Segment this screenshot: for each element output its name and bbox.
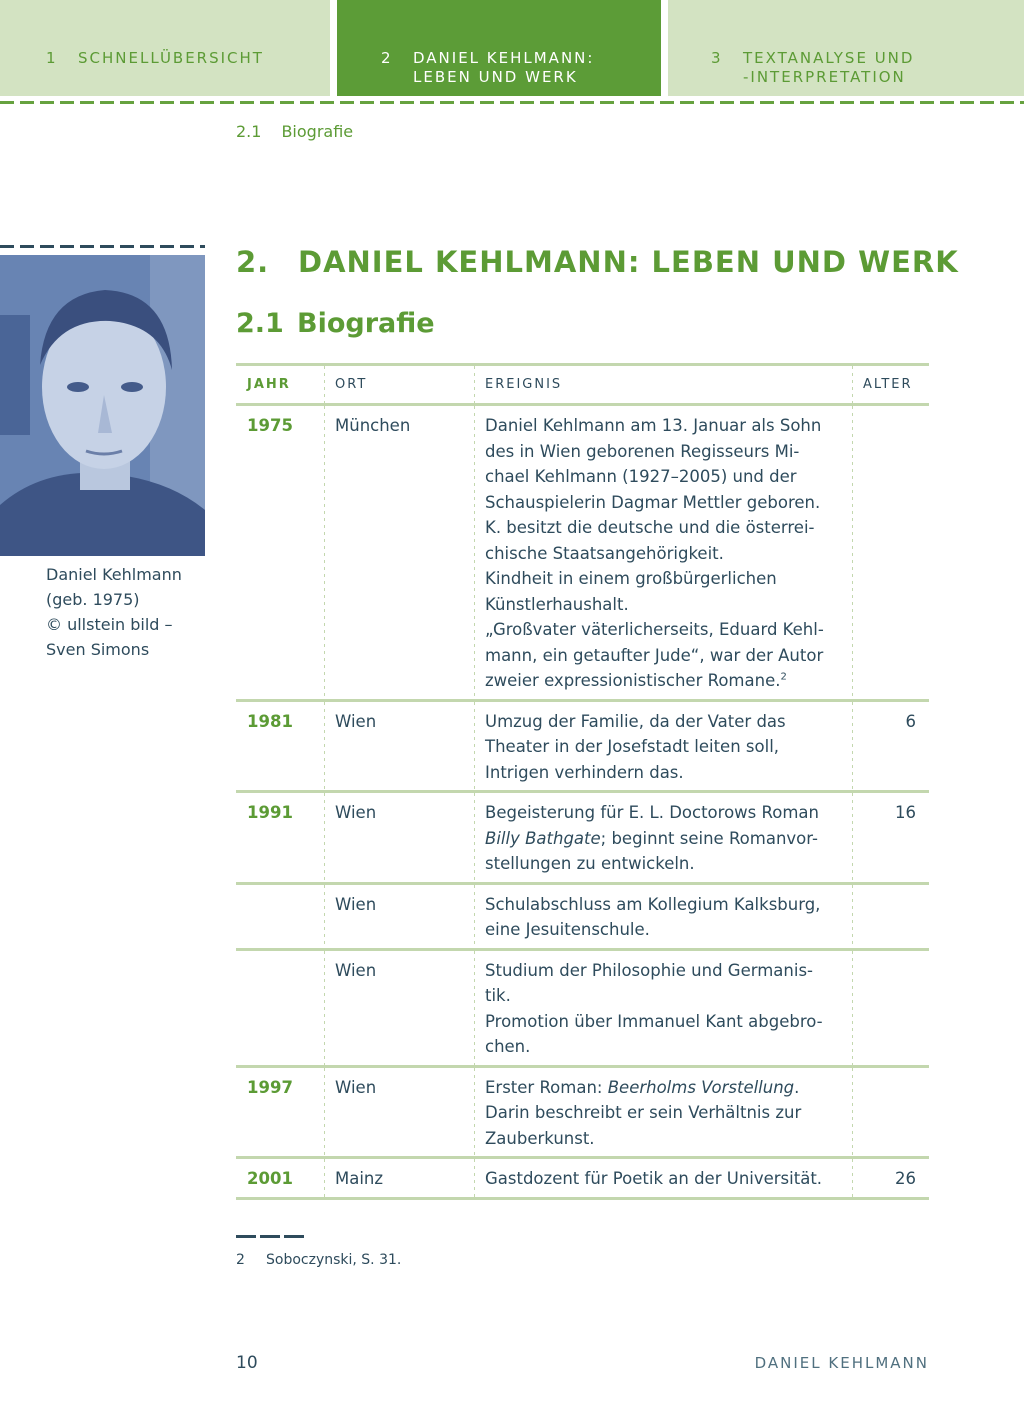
table-header-row (236, 365, 929, 405)
place-cell: Wien (324, 792, 474, 884)
footnote-divider (236, 1235, 304, 1238)
caption-line: (geb. 1975) (46, 590, 140, 609)
caption-line: © ullstein bild – (46, 615, 173, 634)
chapter-heading (236, 245, 959, 279)
event-line (485, 1075, 841, 1101)
place-cell: Wien (324, 883, 474, 949)
event-line: tik. (485, 986, 511, 1005)
event-cell (474, 792, 852, 884)
author-photo (0, 255, 205, 556)
footnote-reference[interactable]: 2 (780, 671, 787, 683)
year-cell: 1991 (236, 792, 324, 884)
table-row (236, 792, 929, 884)
place-cell: Mainz (324, 1158, 474, 1199)
page-number: 10 (236, 1353, 258, 1373)
event-line: „Großvater väterlicherseits, Eduard Kehl- (485, 620, 824, 639)
year-cell (236, 883, 324, 949)
event-line: eine Jesuitenschule. (485, 920, 650, 939)
chapter-tabs (0, 0, 1024, 96)
event-line (485, 826, 841, 852)
age-cell (852, 405, 929, 701)
footnote (236, 1252, 401, 1268)
year-cell (236, 949, 324, 1066)
tab-label: DANIEL KEHLMANN: LEBEN UND WERK (413, 49, 595, 86)
header-ereignis: EREIGNIS (474, 365, 852, 405)
event-line: Künstlerhaushalt. (485, 594, 629, 614)
tab-number: 1 (46, 49, 58, 67)
event-cell (474, 700, 852, 792)
table-row (236, 1158, 929, 1199)
event-line: Schauspielerin Dagmar Mettler geboren. (485, 492, 821, 512)
header-alter: ALTER (852, 365, 929, 405)
event-line: Intrigen verhindern das. (485, 762, 684, 782)
age-cell (852, 1066, 929, 1158)
tab-number: 2 (381, 49, 393, 67)
tab-number: 3 (711, 49, 723, 67)
event-line: K. besitzt die deutsche und die österrei- (485, 518, 815, 537)
event-line: Kindheit in einem großbürgerlichen (485, 569, 777, 588)
age-cell (852, 949, 929, 1066)
header-divider (0, 101, 1024, 104)
place-cell: München (324, 405, 474, 701)
caption-line: Daniel Kehlmann (46, 565, 182, 584)
year-cell: 1975 (236, 405, 324, 701)
footnote-number: 2 (236, 1252, 245, 1268)
year-cell: 1981 (236, 700, 324, 792)
header-ort: ORT (324, 365, 474, 405)
tab-textanalyse[interactable] (668, 0, 1024, 96)
event-text: . (794, 1077, 800, 1097)
event-line: Gastdozent für Poetik an der Universität. (485, 1169, 823, 1188)
event-line: chael Kehlmann (1927–2005) und der (485, 467, 797, 486)
header-jahr: JAHR (236, 365, 324, 405)
photo-divider (0, 245, 205, 248)
event-line: Zauberkunst. (485, 1128, 595, 1148)
event-cell (474, 883, 852, 949)
footnote-text: Soboczynski, S. 31. (266, 1252, 402, 1268)
event-line (485, 668, 841, 694)
event-line: Schulabschluss am Kollegium Kalksburg, (485, 894, 821, 914)
event-line: chische Staatsangehörigkeit. (485, 543, 724, 563)
event-line: Begeisterung für E. L. Doctorows Roman (485, 803, 819, 822)
caption-line: Sven Simons (46, 640, 150, 659)
event-line: Darin beschreibt er sein Verhältnis zur (485, 1103, 802, 1122)
breadcrumb-title: Biografie (281, 122, 354, 141)
event-line: Theater in der Josefstadt leiten soll, (485, 737, 780, 756)
age-cell: 6 (852, 700, 929, 792)
event-line: des in Wien geborenen Regisseurs Mi- (485, 441, 800, 461)
section-title: Biografie (297, 308, 435, 339)
section-number: 2.1 (236, 308, 284, 339)
table-row (236, 405, 929, 701)
breadcrumb-number: 2.1 (236, 122, 262, 141)
place-cell: Wien (324, 1066, 474, 1158)
tab-label: SCHNELLÜBERSICHT (78, 49, 264, 67)
table-row (236, 1066, 929, 1158)
tab-label: TEXTANALYSE UND -INTERPRETATION (743, 49, 915, 86)
event-line: Studium der Philosophie und Germanis- (485, 960, 814, 980)
biography-table (236, 363, 929, 1200)
event-line: stellungen zu entwickeln. (485, 854, 695, 873)
age-cell: 26 (852, 1158, 929, 1199)
event-cell (474, 1066, 852, 1158)
event-line: Umzug der Familie, da der Vater das (485, 711, 786, 731)
event-cell (474, 1158, 852, 1199)
event-text: Erster Roman: (485, 1077, 608, 1097)
age-cell (852, 883, 929, 949)
event-line: chen. (485, 1037, 531, 1056)
tab-schnelluebersicht[interactable] (0, 0, 330, 96)
table-row (236, 883, 929, 949)
event-line: Promotion über Immanuel Kant abgebro- (485, 1011, 823, 1031)
year-cell: 1997 (236, 1066, 324, 1158)
event-cell (474, 949, 852, 1066)
photo-caption (46, 562, 206, 662)
table-row (236, 700, 929, 792)
event-text: zweier expressionistischer Romane. (485, 671, 781, 690)
year-cell: 2001 (236, 1158, 324, 1199)
place-cell: Wien (324, 700, 474, 792)
tab-leben-und-werk[interactable] (337, 0, 661, 96)
chapter-number: 2. (236, 245, 270, 279)
age-cell: 16 (852, 792, 929, 884)
event-text: ; beginnt seine Romanvor- (600, 828, 818, 848)
event-line: Daniel Kehlmann am 13. Januar als Sohn (485, 416, 822, 435)
running-title: DANIEL KEHLMANN (754, 1354, 929, 1372)
table-row (236, 949, 929, 1066)
book-title: Billy Bathgate (485, 828, 601, 848)
event-cell (474, 405, 852, 701)
event-line: mann, ein getaufter Jude“, war der Autor (485, 645, 824, 665)
place-cell: Wien (324, 949, 474, 1066)
section-heading (236, 308, 435, 339)
breadcrumb (236, 122, 353, 141)
chapter-title: DANIEL KEHLMANN: LEBEN UND WERK (298, 245, 959, 279)
book-title: Beerholms Vorstellung (607, 1077, 795, 1097)
